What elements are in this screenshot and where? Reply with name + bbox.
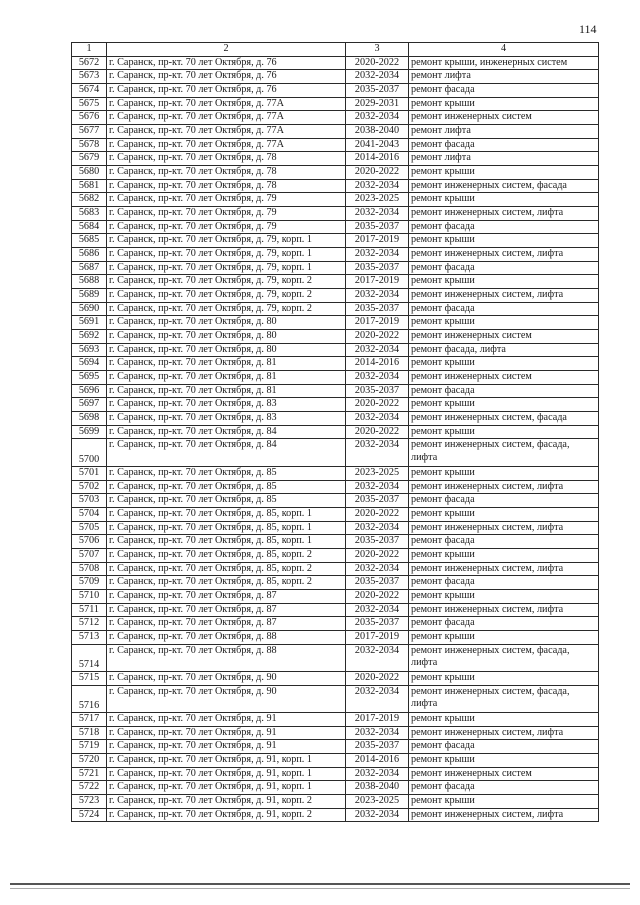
table-row — [72, 70, 599, 84]
table-row — [72, 248, 599, 262]
row-number-cell: 5703 — [72, 494, 107, 508]
table-row — [72, 466, 599, 480]
period-cell: 2017-2019 — [346, 234, 409, 248]
work-type-cell: ремонт инженерных систем, фасада — [409, 412, 599, 426]
period-cell: 2020-2022 — [346, 548, 409, 562]
row-number-cell: 5695 — [72, 371, 107, 385]
period-cell: 2020-2022 — [346, 425, 409, 439]
address-cell: г. Саранск, пр-кт. 70 лет Октября, д. 91, корп. 1 — [107, 753, 346, 767]
period-cell: 2020-2022 — [346, 166, 409, 180]
row-number-cell: 5673 — [72, 70, 107, 84]
work-type-cell: ремонт лифта — [409, 70, 599, 84]
table-row — [72, 535, 599, 549]
address-cell: г. Саранск, пр-кт. 70 лет Октября, д. 80 — [107, 316, 346, 330]
work-type-cell: ремонт крыши — [409, 398, 599, 412]
work-type-cell: ремонт лифта — [409, 152, 599, 166]
address-cell: г. Саранск, пр-кт. 70 лет Октября, д. 88 — [107, 644, 346, 671]
table-row — [72, 275, 599, 289]
address-cell: г. Саранск, пр-кт. 70 лет Октября, д. 91 — [107, 712, 346, 726]
row-number-cell: 5721 — [72, 767, 107, 781]
table-row — [72, 97, 599, 111]
period-cell: 2032-2034 — [346, 179, 409, 193]
period-cell: 2032-2034 — [346, 480, 409, 494]
period-cell: 2014-2016 — [346, 152, 409, 166]
table-row — [72, 576, 599, 590]
period-cell: 2017-2019 — [346, 712, 409, 726]
table-row — [72, 617, 599, 631]
work-type-cell: ремонт фасада — [409, 535, 599, 549]
table-row — [72, 384, 599, 398]
table-row — [72, 412, 599, 426]
period-cell: 2035-2037 — [346, 535, 409, 549]
address-cell: г. Саранск, пр-кт. 70 лет Октября, д. 81 — [107, 371, 346, 385]
table-row — [72, 220, 599, 234]
period-cell: 2032-2034 — [346, 70, 409, 84]
period-cell: 2032-2034 — [346, 248, 409, 262]
row-number-cell: 5685 — [72, 234, 107, 248]
row-number-cell: 5692 — [72, 330, 107, 344]
table-row — [72, 111, 599, 125]
table-row — [72, 808, 599, 822]
table-row — [72, 740, 599, 754]
period-cell: 2035-2037 — [346, 384, 409, 398]
table-row — [72, 166, 599, 180]
table-row — [72, 480, 599, 494]
table-row — [72, 261, 599, 275]
row-number-cell: 5688 — [72, 275, 107, 289]
work-type-cell: ремонт крыши — [409, 357, 599, 371]
address-cell: г. Саранск, пр-кт. 70 лет Октября, д. 79, корп. 1 — [107, 261, 346, 275]
address-cell: г. Саранск, пр-кт. 70 лет Октября, д. 79 — [107, 193, 346, 207]
address-cell: г. Саранск, пр-кт. 70 лет Октября, д. 79, корп. 1 — [107, 248, 346, 262]
period-cell: 2032-2034 — [346, 289, 409, 303]
row-number-cell: 5681 — [72, 179, 107, 193]
table-row — [72, 603, 599, 617]
period-cell: 2032-2034 — [346, 343, 409, 357]
table-header-row — [72, 43, 599, 57]
period-cell: 2032-2034 — [346, 207, 409, 221]
address-cell: г. Саранск, пр-кт. 70 лет Октября, д. 77А — [107, 111, 346, 125]
work-type-cell: ремонт инженерных систем, лифта — [409, 521, 599, 535]
address-cell: г. Саранск, пр-кт. 70 лет Октября, д. 77А — [107, 138, 346, 152]
address-cell: г. Саранск, пр-кт. 70 лет Октября, д. 81 — [107, 384, 346, 398]
row-number-cell: 5699 — [72, 425, 107, 439]
header-col-3: 3 — [346, 43, 409, 57]
period-cell: 2032-2034 — [346, 644, 409, 671]
address-cell: г. Саранск, пр-кт. 70 лет Октября, д. 84 — [107, 425, 346, 439]
table-row — [72, 767, 599, 781]
bottom-rule — [10, 883, 630, 885]
row-number-cell: 5718 — [72, 726, 107, 740]
address-cell: г. Саранск, пр-кт. 70 лет Октября, д. 79, корп. 2 — [107, 275, 346, 289]
address-cell: г. Саранск, пр-кт. 70 лет Октября, д. 76 — [107, 70, 346, 84]
period-cell: 2032-2034 — [346, 685, 409, 712]
row-number-cell: 5722 — [72, 781, 107, 795]
address-cell: г. Саранск, пр-кт. 70 лет Октября, д. 83 — [107, 398, 346, 412]
work-type-cell: ремонт крыши — [409, 630, 599, 644]
address-cell: г. Саранск, пр-кт. 70 лет Октября, д. 79, корп. 2 — [107, 289, 346, 303]
address-cell: г. Саранск, пр-кт. 70 лет Октября, д. 78 — [107, 179, 346, 193]
period-cell: 2032-2034 — [346, 521, 409, 535]
period-cell: 2038-2040 — [346, 125, 409, 139]
work-type-cell: ремонт крыши — [409, 507, 599, 521]
address-cell: г. Саранск, пр-кт. 70 лет Октября, д. 85 — [107, 466, 346, 480]
row-number-cell: 5694 — [72, 357, 107, 371]
period-cell: 2041-2043 — [346, 138, 409, 152]
work-type-cell: ремонт инженерных систем — [409, 111, 599, 125]
row-number-cell: 5689 — [72, 289, 107, 303]
address-cell: г. Саранск, пр-кт. 70 лет Октября, д. 91, корп. 2 — [107, 795, 346, 809]
address-cell: г. Саранск, пр-кт. 70 лет Октября, д. 85, корп. 1 — [107, 521, 346, 535]
header-col-1: 1 — [72, 43, 107, 57]
period-cell: 2032-2034 — [346, 726, 409, 740]
address-cell: г. Саранск, пр-кт. 70 лет Октября, д. 87 — [107, 603, 346, 617]
row-number-cell: 5674 — [72, 84, 107, 98]
period-cell: 2020-2022 — [346, 56, 409, 70]
address-cell: г. Саранск, пр-кт. 70 лет Октября, д. 78 — [107, 166, 346, 180]
row-number-cell: 5706 — [72, 535, 107, 549]
period-cell: 2017-2019 — [346, 316, 409, 330]
table-row — [72, 193, 599, 207]
row-number-cell: 5702 — [72, 480, 107, 494]
work-type-cell: ремонт фасада — [409, 302, 599, 316]
table-body — [72, 43, 599, 822]
work-type-cell: ремонт крыши — [409, 97, 599, 111]
address-cell: г. Саранск, пр-кт. 70 лет Октября, д. 91 — [107, 726, 346, 740]
table-row — [72, 138, 599, 152]
work-type-cell: ремонт крыши — [409, 425, 599, 439]
address-cell: г. Саранск, пр-кт. 70 лет Октября, д. 91, корп. 2 — [107, 808, 346, 822]
row-number-cell: 5712 — [72, 617, 107, 631]
table-row — [72, 302, 599, 316]
table-row — [72, 125, 599, 139]
work-type-cell: ремонт фасада — [409, 261, 599, 275]
row-number-cell: 5690 — [72, 302, 107, 316]
row-number-cell: 5682 — [72, 193, 107, 207]
work-type-cell: ремонт крыши — [409, 712, 599, 726]
row-number-cell: 5701 — [72, 466, 107, 480]
period-cell: 2020-2022 — [346, 507, 409, 521]
work-type-cell: ремонт крыши — [409, 166, 599, 180]
work-type-cell: ремонт инженерных систем, фасада — [409, 179, 599, 193]
work-type-cell: ремонт инженерных систем, лифта — [409, 207, 599, 221]
work-type-cell: ремонт крыши — [409, 193, 599, 207]
work-type-cell: ремонт фасада — [409, 220, 599, 234]
row-number-cell: 5684 — [72, 220, 107, 234]
work-type-cell: ремонт инженерных систем, лифта — [409, 562, 599, 576]
period-cell: 2035-2037 — [346, 740, 409, 754]
table-row — [72, 152, 599, 166]
table-row — [72, 494, 599, 508]
period-cell: 2035-2037 — [346, 261, 409, 275]
address-cell: г. Саранск, пр-кт. 70 лет Октября, д. 87 — [107, 617, 346, 631]
header-col-4: 4 — [409, 43, 599, 57]
repair-schedule-table-wrap — [71, 42, 599, 822]
work-type-cell: ремонт фасада — [409, 138, 599, 152]
row-number-cell: 5711 — [72, 603, 107, 617]
address-cell: г. Саранск, пр-кт. 70 лет Октября, д. 87 — [107, 589, 346, 603]
period-cell: 2023-2025 — [346, 193, 409, 207]
row-number-cell: 5687 — [72, 261, 107, 275]
period-cell: 2035-2037 — [346, 576, 409, 590]
work-type-cell: ремонт инженерных систем, фасада, лифта — [409, 439, 599, 466]
period-cell: 2032-2034 — [346, 562, 409, 576]
work-type-cell: ремонт крыши — [409, 275, 599, 289]
row-number-cell: 5719 — [72, 740, 107, 754]
row-number-cell: 5714 — [72, 644, 107, 671]
address-cell: г. Саранск, пр-кт. 70 лет Октября, д. 78 — [107, 152, 346, 166]
work-type-cell: ремонт крыши, инженерных систем — [409, 56, 599, 70]
row-number-cell: 5675 — [72, 97, 107, 111]
work-type-cell: ремонт крыши — [409, 316, 599, 330]
row-number-cell: 5708 — [72, 562, 107, 576]
address-cell: г. Саранск, пр-кт. 70 лет Октября, д. 79 — [107, 220, 346, 234]
table-row — [72, 398, 599, 412]
table-row — [72, 234, 599, 248]
table-row — [72, 439, 599, 466]
table-row — [72, 207, 599, 221]
row-number-cell: 5717 — [72, 712, 107, 726]
row-number-cell: 5683 — [72, 207, 107, 221]
address-cell: г. Саранск, пр-кт. 70 лет Октября, д. 76 — [107, 84, 346, 98]
row-number-cell: 5713 — [72, 630, 107, 644]
work-type-cell: ремонт инженерных систем, лифта — [409, 248, 599, 262]
table-row — [72, 357, 599, 371]
work-type-cell: ремонт инженерных систем, лифта — [409, 808, 599, 822]
period-cell: 2032-2034 — [346, 439, 409, 466]
work-type-cell: ремонт фасада — [409, 740, 599, 754]
period-cell: 2032-2034 — [346, 808, 409, 822]
address-cell: г. Саранск, пр-кт. 70 лет Октября, д. 85, корп. 1 — [107, 535, 346, 549]
table-row — [72, 289, 599, 303]
row-number-cell: 5679 — [72, 152, 107, 166]
row-number-cell: 5676 — [72, 111, 107, 125]
period-cell: 2032-2034 — [346, 111, 409, 125]
row-number-cell: 5678 — [72, 138, 107, 152]
period-cell: 2038-2040 — [346, 781, 409, 795]
row-number-cell: 5691 — [72, 316, 107, 330]
address-cell: г. Саранск, пр-кт. 70 лет Октября, д. 85 — [107, 494, 346, 508]
table-row — [72, 562, 599, 576]
work-type-cell: ремонт инженерных систем, лифта — [409, 726, 599, 740]
table-row — [72, 84, 599, 98]
work-type-cell: ремонт крыши — [409, 589, 599, 603]
work-type-cell: ремонт фасада — [409, 384, 599, 398]
address-cell: г. Саранск, пр-кт. 70 лет Октября, д. 85, корп. 1 — [107, 507, 346, 521]
row-number-cell: 5724 — [72, 808, 107, 822]
repair-schedule-table — [71, 42, 599, 822]
work-type-cell: ремонт крыши — [409, 795, 599, 809]
row-number-cell: 5677 — [72, 125, 107, 139]
work-type-cell: ремонт фасада — [409, 617, 599, 631]
period-cell: 2032-2034 — [346, 767, 409, 781]
row-number-cell: 5723 — [72, 795, 107, 809]
period-cell: 2023-2025 — [346, 795, 409, 809]
row-number-cell: 5672 — [72, 56, 107, 70]
table-row — [72, 795, 599, 809]
address-cell: г. Саранск, пр-кт. 70 лет Октября, д. 91, корп. 1 — [107, 781, 346, 795]
address-cell: г. Саранск, пр-кт. 70 лет Октября, д. 85, корп. 2 — [107, 548, 346, 562]
row-number-cell: 5715 — [72, 671, 107, 685]
row-number-cell: 5693 — [72, 343, 107, 357]
work-type-cell: ремонт крыши — [409, 753, 599, 767]
row-number-cell: 5716 — [72, 685, 107, 712]
address-cell: г. Саранск, пр-кт. 70 лет Октября, д. 85, корп. 2 — [107, 576, 346, 590]
work-type-cell: ремонт фасада, лифта — [409, 343, 599, 357]
row-number-cell: 5720 — [72, 753, 107, 767]
table-row — [72, 548, 599, 562]
period-cell: 2020-2022 — [346, 398, 409, 412]
work-type-cell: ремонт крыши — [409, 234, 599, 248]
address-cell: г. Саранск, пр-кт. 70 лет Октября, д. 85 — [107, 480, 346, 494]
address-cell: г. Саранск, пр-кт. 70 лет Октября, д. 80 — [107, 343, 346, 357]
period-cell: 2029-2031 — [346, 97, 409, 111]
table-row — [72, 671, 599, 685]
table-row — [72, 316, 599, 330]
address-cell: г. Саранск, пр-кт. 70 лет Октября, д. 79, корп. 1 — [107, 234, 346, 248]
row-number-cell: 5680 — [72, 166, 107, 180]
work-type-cell: ремонт крыши — [409, 548, 599, 562]
work-type-cell: ремонт инженерных систем, фасада, лифта — [409, 644, 599, 671]
address-cell: г. Саранск, пр-кт. 70 лет Октября, д. 91 — [107, 740, 346, 754]
table-row — [72, 343, 599, 357]
period-cell: 2035-2037 — [346, 302, 409, 316]
table-row — [72, 56, 599, 70]
row-number-cell: 5710 — [72, 589, 107, 603]
period-cell: 2032-2034 — [346, 603, 409, 617]
address-cell: г. Саранск, пр-кт. 70 лет Октября, д. 83 — [107, 412, 346, 426]
address-cell: г. Саранск, пр-кт. 70 лет Октября, д. 76 — [107, 56, 346, 70]
address-cell: г. Саранск, пр-кт. 70 лет Октября, д. 81 — [107, 357, 346, 371]
row-number-cell: 5697 — [72, 398, 107, 412]
work-type-cell: ремонт инженерных систем — [409, 330, 599, 344]
row-number-cell: 5696 — [72, 384, 107, 398]
row-number-cell: 5704 — [72, 507, 107, 521]
period-cell: 2032-2034 — [346, 412, 409, 426]
address-cell: г. Саранск, пр-кт. 70 лет Октября, д. 90 — [107, 685, 346, 712]
table-row — [72, 507, 599, 521]
page-number: 114 — [579, 22, 597, 36]
period-cell: 2032-2034 — [346, 371, 409, 385]
work-type-cell: ремонт инженерных систем, лифта — [409, 603, 599, 617]
address-cell: г. Саранск, пр-кт. 70 лет Октября, д. 80 — [107, 330, 346, 344]
row-number-cell: 5700 — [72, 439, 107, 466]
work-type-cell: ремонт инженерных систем — [409, 767, 599, 781]
table-row — [72, 179, 599, 193]
period-cell: 2020-2022 — [346, 330, 409, 344]
address-cell: г. Саранск, пр-кт. 70 лет Октября, д. 77А — [107, 125, 346, 139]
table-row — [72, 521, 599, 535]
table-row — [72, 630, 599, 644]
period-cell: 2023-2025 — [346, 466, 409, 480]
row-number-cell: 5707 — [72, 548, 107, 562]
row-number-cell: 5686 — [72, 248, 107, 262]
table-row — [72, 330, 599, 344]
table-row — [72, 781, 599, 795]
header-col-2: 2 — [107, 43, 346, 57]
period-cell: 2035-2037 — [346, 617, 409, 631]
work-type-cell: ремонт лифта — [409, 125, 599, 139]
address-cell: г. Саранск, пр-кт. 70 лет Октября, д. 88 — [107, 630, 346, 644]
address-cell: г. Саранск, пр-кт. 70 лет Октября, д. 91, корп. 1 — [107, 767, 346, 781]
work-type-cell: ремонт инженерных систем, фасада, лифта — [409, 685, 599, 712]
address-cell: г. Саранск, пр-кт. 70 лет Октября, д. 77А — [107, 97, 346, 111]
period-cell: 2035-2037 — [346, 84, 409, 98]
table-row — [72, 371, 599, 385]
period-cell: 2014-2016 — [346, 753, 409, 767]
work-type-cell: ремонт крыши — [409, 671, 599, 685]
table-row — [72, 644, 599, 671]
period-cell: 2017-2019 — [346, 275, 409, 289]
work-type-cell: ремонт крыши — [409, 466, 599, 480]
period-cell: 2014-2016 — [346, 357, 409, 371]
period-cell: 2020-2022 — [346, 589, 409, 603]
address-cell: г. Саранск, пр-кт. 70 лет Октября, д. 84 — [107, 439, 346, 466]
work-type-cell: ремонт фасада — [409, 84, 599, 98]
table-row — [72, 753, 599, 767]
table-row — [72, 425, 599, 439]
period-cell: 2035-2037 — [346, 220, 409, 234]
work-type-cell: ремонт инженерных систем — [409, 371, 599, 385]
address-cell: г. Саранск, пр-кт. 70 лет Октября, д. 85, корп. 2 — [107, 562, 346, 576]
address-cell: г. Саранск, пр-кт. 70 лет Октября, д. 79 — [107, 207, 346, 221]
work-type-cell: ремонт фасада — [409, 576, 599, 590]
table-row — [72, 685, 599, 712]
row-number-cell: 5698 — [72, 412, 107, 426]
table-row — [72, 726, 599, 740]
row-number-cell: 5709 — [72, 576, 107, 590]
table-row — [72, 589, 599, 603]
table-row — [72, 712, 599, 726]
address-cell: г. Саранск, пр-кт. 70 лет Октября, д. 79, корп. 2 — [107, 302, 346, 316]
work-type-cell: ремонт инженерных систем, лифта — [409, 480, 599, 494]
address-cell: г. Саранск, пр-кт. 70 лет Октября, д. 90 — [107, 671, 346, 685]
work-type-cell: ремонт инженерных систем, лифта — [409, 289, 599, 303]
period-cell: 2020-2022 — [346, 671, 409, 685]
row-number-cell: 5705 — [72, 521, 107, 535]
period-cell: 2017-2019 — [346, 630, 409, 644]
period-cell: 2035-2037 — [346, 494, 409, 508]
work-type-cell: ремонт фасада — [409, 494, 599, 508]
work-type-cell: ремонт фасада — [409, 781, 599, 795]
bottom-rule-faint — [10, 888, 630, 889]
